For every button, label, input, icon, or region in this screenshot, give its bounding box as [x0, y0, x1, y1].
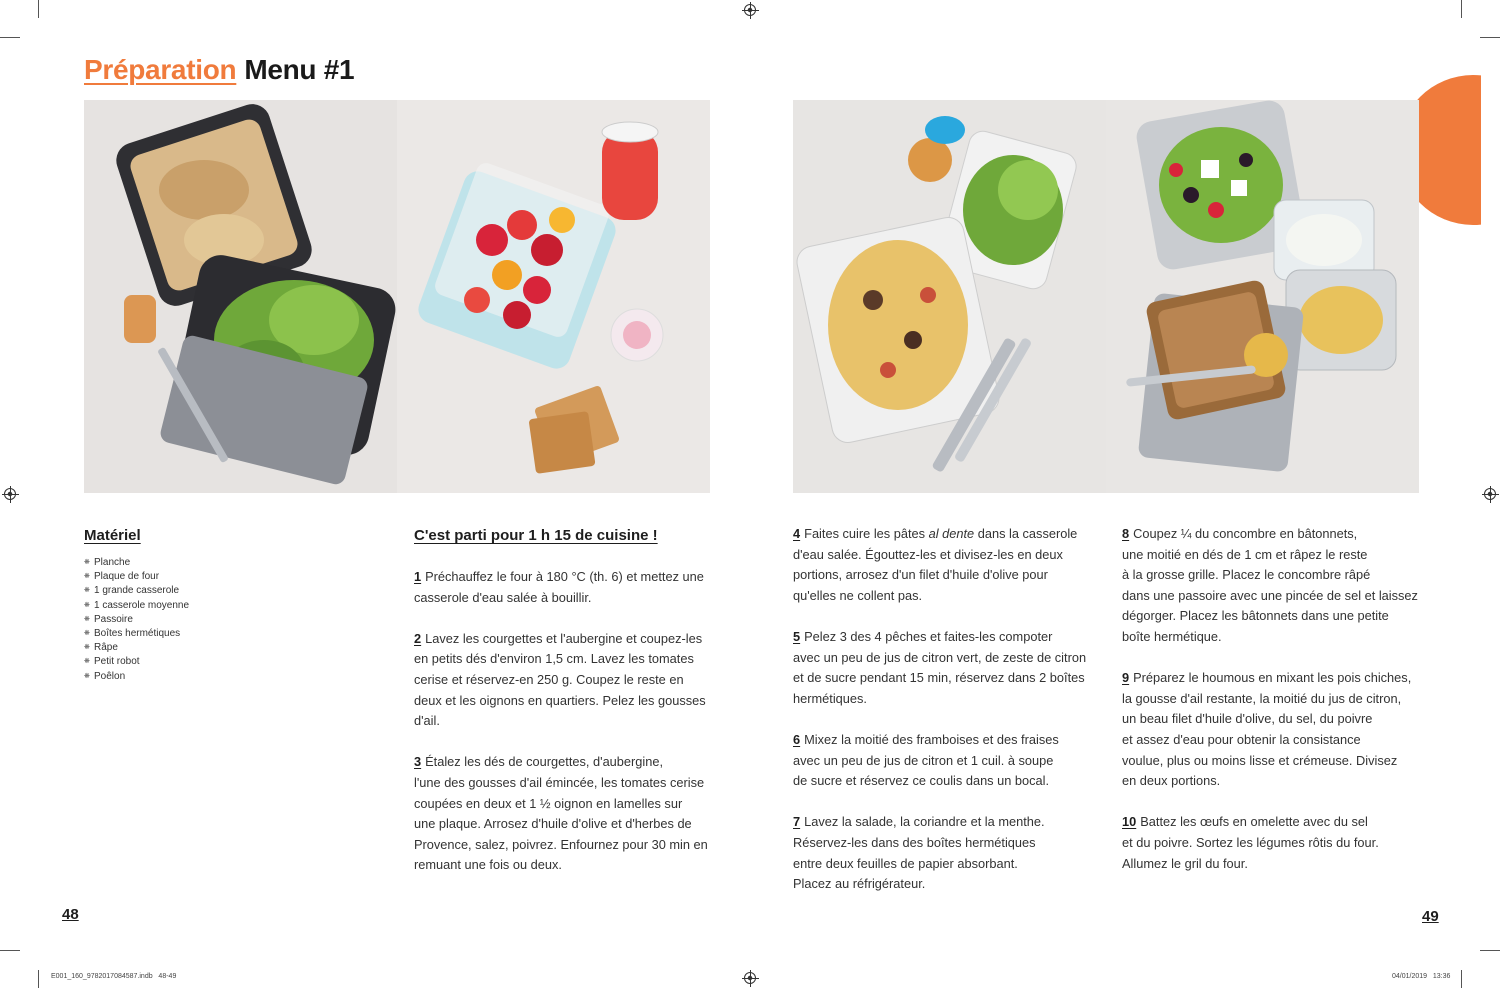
crop-mark	[1461, 0, 1462, 18]
list-item: ❋ Petit robot	[84, 655, 189, 669]
step-number: 3	[414, 754, 422, 770]
title-accent: Préparation	[84, 54, 237, 85]
step-text-a: Faites cuire les pâtes	[804, 526, 929, 541]
step-text: Étalez les dés de courgettes, d'aubergine, l'une des gousses d'ail émincée, les tomates cerise coupées en deux et 1 ½ oignon en lamelles sur une plaque. Arrosez d'huile d'olive et d'herbes de Provence, salez, poivrez. Enfournez pour 30 min en remuant une fois ou deux.	[414, 754, 708, 873]
list-item: ❋ Boîtes hermétiques	[84, 627, 189, 641]
page-number-left: 48	[62, 906, 79, 923]
step-number: 7	[793, 814, 801, 830]
step-text: Lavez la salade, la coriandre et la menthe. Réservez-les dans des boîtes hermétiques entre deux feuilles de papier absorbant. Placez au réfrigérateur.	[793, 814, 1045, 892]
step-number: 4	[793, 526, 801, 541]
step-number: 10	[1122, 814, 1137, 830]
list-item: ❋ Râpe	[84, 641, 189, 655]
photo-omelette-salad-box	[84, 100, 397, 493]
crop-mark	[0, 37, 20, 38]
photo-fruit-salad	[397, 100, 710, 493]
step-3	[414, 752, 714, 876]
step-number: 6	[793, 731, 801, 747]
step-number: 1	[414, 569, 422, 584]
step-text: dans la casserole d'eau salée. Égouttez-les et divisez-les en deux portions, arrosez d'un filet d'huile d'olive pour qu'elles ne collent pas.	[793, 526, 1078, 603]
crop-mark	[38, 0, 39, 18]
list-item: ❋ 1 grande casserole	[84, 584, 189, 598]
steps-column-2	[793, 524, 1093, 915]
step-text: Coupez ¼ du concombre en bâtonnets, une moitié en dés de 1 cm et râpez le reste à la grosse grille. Placez le concombre râpé dans une passoire avec une pincée de sel et laissez dégorger. Placez les bâtonnets dans une petite boîte hermétique.	[1122, 526, 1418, 644]
step-text: Mixez la moitié des framboises et des fraises avec un peu de jus de citron et 1 cuil. à soupe de sucre et réservez ce coulis dans un bocal.	[793, 731, 1059, 789]
step-5	[793, 627, 1093, 709]
page-title	[84, 54, 354, 86]
crop-mark	[1480, 37, 1500, 38]
registration-mark-icon	[744, 4, 756, 16]
step-text: Préparez le houmous en mixant les pois chiches, la gousse d'ail restante, la moitié du jus de citron, un beau filet d'huile d'olive, du sel, du poivre et assez d'eau pour obtenir la consistance voulue, plus ou moins lisse et crémeuse. Divisez en deux portions.	[1122, 670, 1412, 789]
photo-greek-salad-hummus	[1106, 100, 1419, 493]
step-4	[793, 524, 1093, 606]
crop-mark	[0, 950, 20, 951]
list-item: ❋ Planche	[84, 556, 189, 570]
registration-mark-icon	[4, 488, 16, 500]
title-rest: Menu #1	[244, 54, 355, 85]
step-9	[1122, 668, 1427, 792]
slug-file: E001_160_9782017084587.indb 48-49	[51, 973, 177, 980]
steps-column-1	[414, 567, 714, 897]
step-text: Pelez 3 des 4 pêches et faites-les compoter avec un peu de jus de citron vert, de zeste de citron et de sucre pendant 15 min, réservez dans 2 boîtes hermétiques.	[793, 628, 1087, 706]
list-item: ❋ Poêlon	[84, 670, 189, 684]
slug-date: 04/01/2019 13:36	[1392, 973, 1451, 980]
cuisine-heading: C'est parti pour 1 h 15 de cuisine !	[414, 527, 658, 544]
list-item: ❋ Plaque de four	[84, 570, 189, 584]
step-6	[793, 730, 1093, 792]
step-number: 8	[1122, 526, 1130, 541]
crop-mark	[1480, 950, 1500, 951]
step-1	[414, 567, 714, 608]
crop-mark	[38, 970, 39, 988]
step-7	[793, 812, 1093, 894]
step-8	[1122, 524, 1427, 648]
photo-pasta-salad	[793, 100, 1106, 493]
step-number: 2	[414, 630, 422, 646]
step-2	[414, 629, 714, 732]
step-number: 5	[793, 628, 801, 644]
materiel-heading: Matériel	[84, 527, 141, 544]
step-10	[1122, 812, 1427, 874]
registration-mark-icon	[1484, 488, 1496, 500]
materiel-list	[84, 556, 189, 684]
step-text: Battez les œufs en omelette avec du sel et du poivre. Sortez les légumes rôtis du four. Allumez le gril du four.	[1122, 814, 1379, 871]
crop-mark	[1461, 970, 1462, 988]
step-text-emphasis: al dente	[928, 526, 975, 541]
list-item: ❋ Passoire	[84, 613, 189, 627]
registration-mark-icon	[744, 972, 756, 984]
step-text: Lavez les courgettes et l'aubergine et coupez-les en petits dés d'environ 1,5 cm. Lavez les tomates cerise et réservez-en 250 g. Coupez le reste en deux et les oignons en quartiers. Pelez les gousses d'ail.	[414, 630, 706, 729]
steps-column-3	[1122, 524, 1427, 895]
page-number-right: 49	[1422, 908, 1439, 925]
step-number: 9	[1122, 670, 1130, 686]
step-text: Préchauffez le four à 180 °C (th. 6) et mettez une casserole d'eau salée à bouillir.	[414, 569, 704, 605]
list-item: ❋ 1 casserole moyenne	[84, 599, 189, 613]
